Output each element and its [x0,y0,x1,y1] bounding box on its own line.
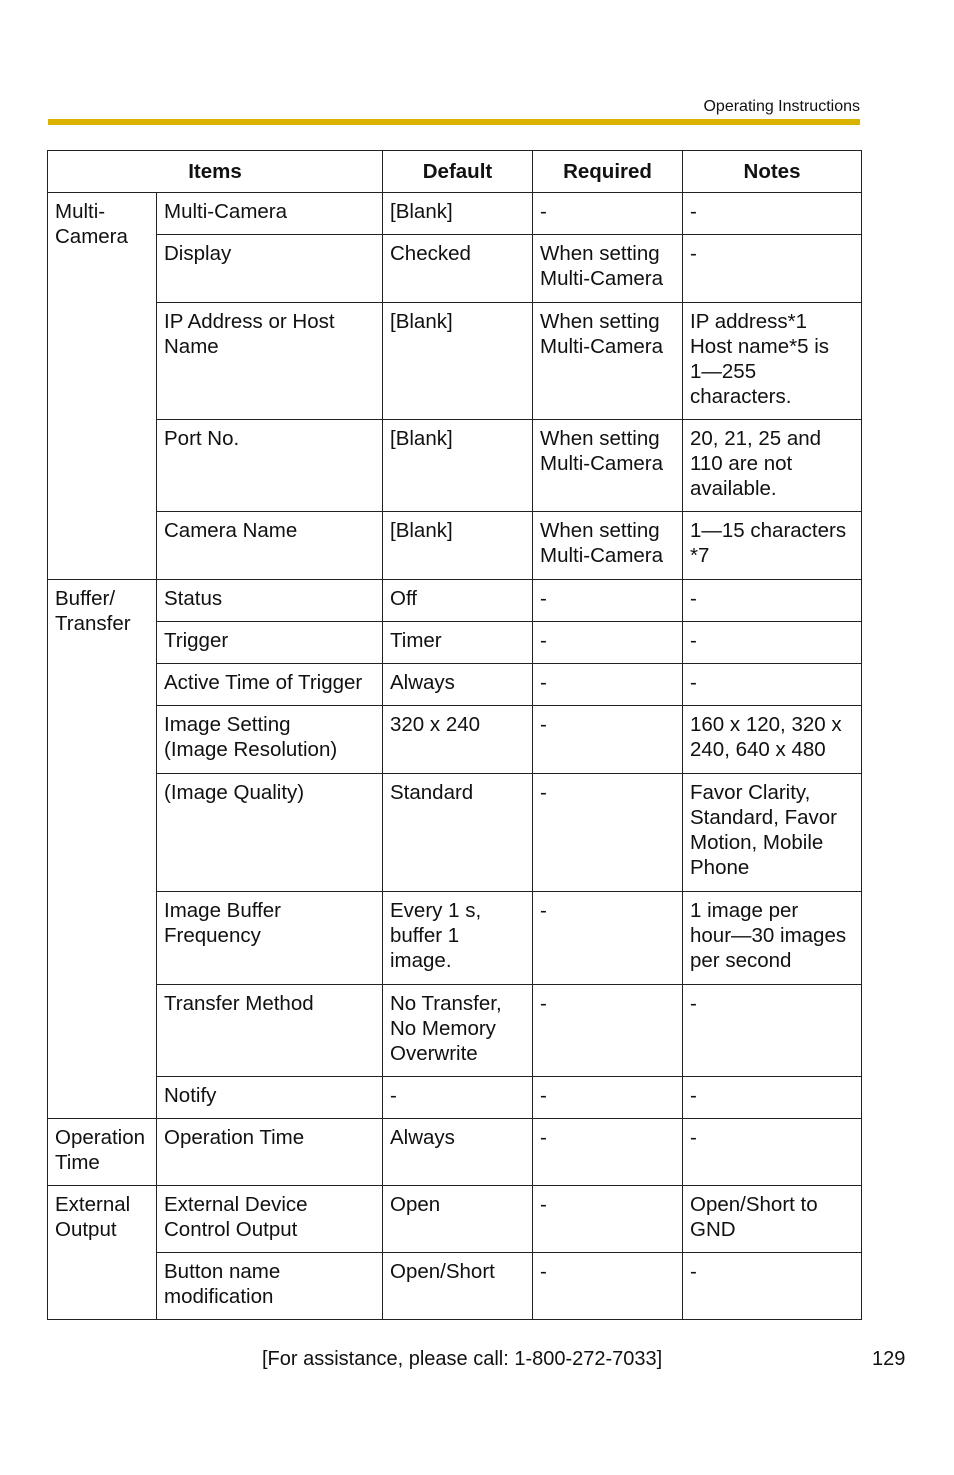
default-cell: Always [383,1119,533,1186]
item-cell: (Image Quality) [157,774,383,892]
required-cell: When setting Multi-Camera [533,420,683,512]
table-row [48,774,862,892]
required-cell: - [533,1119,683,1186]
table-header-row [48,151,862,193]
default-cell: No Transfer, No Memory Overwrite [383,985,533,1077]
default-cell: 320 x 240 [383,706,533,774]
notes-cell: IP address*1 Host name*5 is 1—255 characters. [683,303,862,420]
required-cell: - [533,622,683,664]
notes-cell: - [683,985,862,1077]
notes-cell: Open/Short to GND [683,1186,862,1253]
notes-cell: 20, 21, 25 and 110 are not available. [683,420,862,512]
required-cell: - [533,706,683,774]
default-cell: Every 1 s, buffer 1 image. [383,892,533,985]
table-row [48,1186,862,1253]
required-cell: When setting Multi-Camera [533,512,683,580]
table-row [48,580,862,622]
column-header-notes: Notes [683,151,862,193]
table-row [48,1253,862,1320]
table-row [48,664,862,706]
group-label: Buffer/ Transfer [48,580,157,1119]
default-cell: - [383,1077,533,1119]
notes-cell: - [683,193,862,235]
table-body [48,193,862,1320]
table-row [48,1077,862,1119]
notes-cell: - [683,235,862,303]
table-row [48,1119,862,1186]
default-cell: Always [383,664,533,706]
notes-cell: 1 image per hour—30 images per second [683,892,862,985]
default-cell: Timer [383,622,533,664]
table-row [48,303,862,420]
item-cell: Transfer Method [157,985,383,1077]
default-cell: Standard [383,774,533,892]
table-row [48,420,862,512]
item-cell: Operation Time [157,1119,383,1186]
item-cell: Port No. [157,420,383,512]
table-row [48,235,862,303]
required-cell: - [533,1077,683,1119]
item-cell: IP Address or Host Name [157,303,383,420]
notes-cell: - [683,580,862,622]
default-cell: Checked [383,235,533,303]
header-rule [48,119,860,125]
required-cell: - [533,774,683,892]
group-label: Multi- Camera [48,193,157,580]
group-label: Operation Time [48,1119,157,1186]
header-label: Operating Instructions [703,98,860,115]
required-cell: - [533,1186,683,1253]
table-row [48,512,862,580]
notes-cell: Favor Clarity, Standard, Favor Motion, Mobile Phone [683,774,862,892]
required-cell: - [533,1253,683,1320]
table-row [48,892,862,985]
default-cell: [Blank] [383,303,533,420]
column-header-default: Default [383,151,533,193]
required-cell: When setting Multi-Camera [533,303,683,420]
item-cell: Image Setting (Image Resolution) [157,706,383,774]
required-cell: When setting Multi-Camera [533,235,683,303]
item-cell: Status [157,580,383,622]
notes-cell: - [683,1077,862,1119]
page-number: 129 [872,1348,906,1370]
notes-cell: 1—15 characters *7 [683,512,862,580]
item-cell: Active Time of Trigger [157,664,383,706]
notes-cell: - [683,622,862,664]
assistance-footer: [For assistance, please call: 1-800-272-7033] [262,1348,663,1370]
item-cell: Camera Name [157,512,383,580]
notes-cell: - [683,1253,862,1320]
item-cell: External Device Control Output [157,1186,383,1253]
item-cell: Image Buffer Frequency [157,892,383,985]
required-cell: - [533,193,683,235]
column-header-items: Items [48,151,383,193]
group-label: External Output [48,1186,157,1320]
item-cell: Display [157,235,383,303]
table-row [48,706,862,774]
default-cell: [Blank] [383,512,533,580]
table-row [48,985,862,1077]
default-cell: Open [383,1186,533,1253]
item-cell: Notify [157,1077,383,1119]
required-cell: - [533,892,683,985]
required-cell: - [533,580,683,622]
required-cell: - [533,985,683,1077]
default-cell: [Blank] [383,193,533,235]
notes-cell: - [683,1119,862,1186]
notes-cell: - [683,664,862,706]
table-row [48,622,862,664]
item-cell: Multi-Camera [157,193,383,235]
required-cell: - [533,664,683,706]
default-cell: Off [383,580,533,622]
notes-cell: 160 x 120, 320 x 240, 640 x 480 [683,706,862,774]
table-row [48,193,862,235]
column-header-required: Required [533,151,683,193]
item-cell: Trigger [157,622,383,664]
settings-table [47,150,862,1320]
item-cell: Button name modification [157,1253,383,1320]
default-cell: Open/Short [383,1253,533,1320]
default-cell: [Blank] [383,420,533,512]
